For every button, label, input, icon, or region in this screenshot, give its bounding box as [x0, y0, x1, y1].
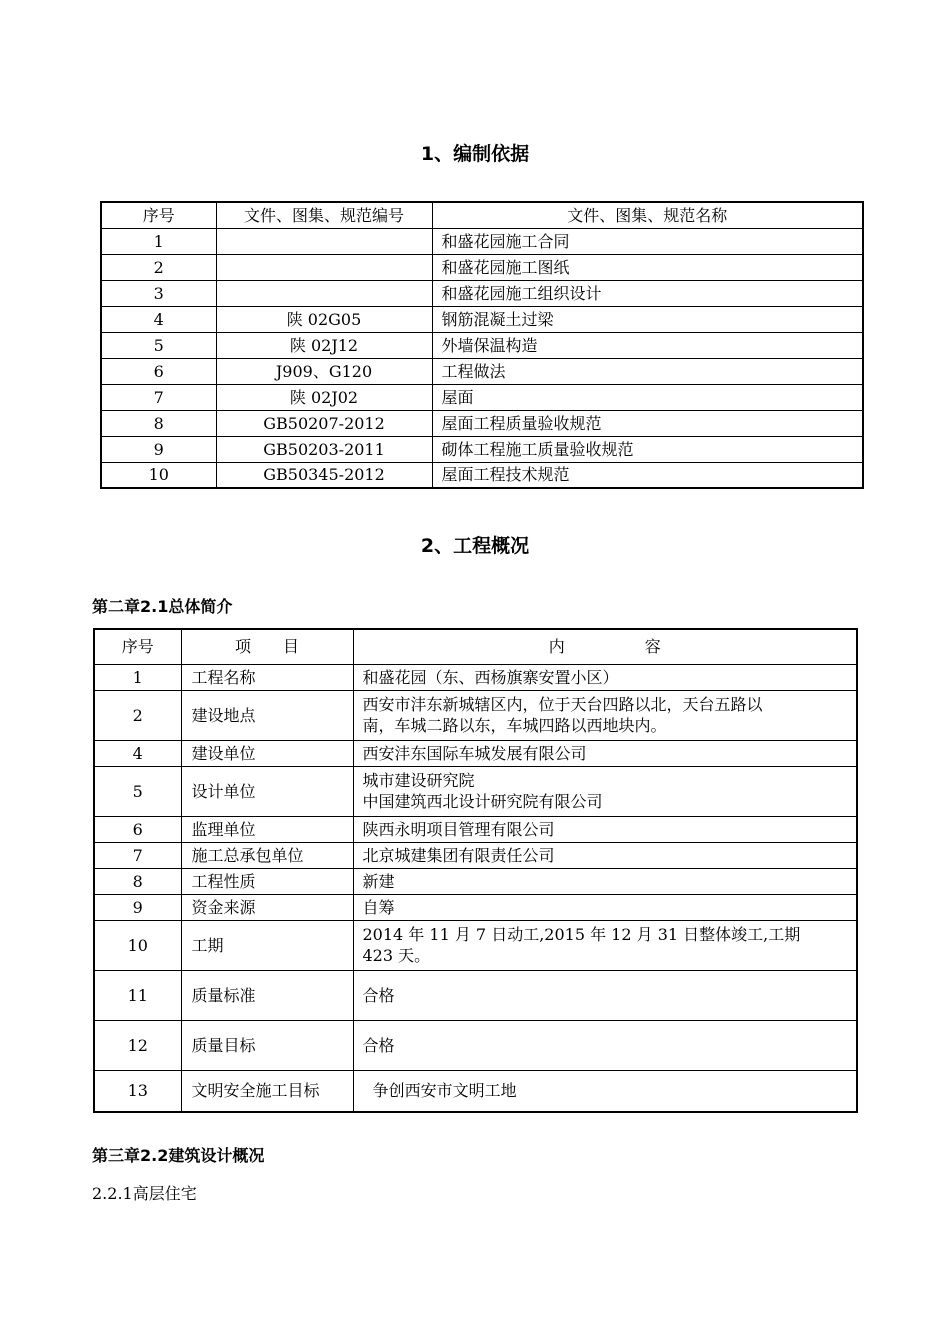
table-header-row [101, 202, 863, 228]
row-code [216, 254, 432, 280]
overview-table-body [94, 664, 857, 1112]
row-code: GB50345-2012 [216, 462, 432, 488]
row-name: 砌体工程施工质量验收规范 [432, 436, 863, 462]
row-item: 设计单位 [181, 766, 353, 816]
row-name: 工程做法 [432, 358, 863, 384]
content-line: 北京城建集团有限责任公司 [362, 845, 555, 865]
table-row [101, 332, 863, 358]
content-line: 423 天。 [362, 946, 431, 965]
row-content [353, 740, 857, 766]
table-row [94, 816, 857, 842]
content-line: 中国建筑西北设计研究院有限公司 [362, 792, 603, 811]
table-row [94, 920, 857, 970]
row-content [353, 920, 857, 970]
row-no: 9 [101, 436, 216, 462]
table-row [101, 462, 863, 488]
section-title-basis: 1、编制依据 [420, 143, 530, 165]
content-line: 和盛花园（东、西杨旗寨安置小区） [362, 667, 619, 687]
table-row [101, 410, 863, 436]
row-content [353, 868, 857, 894]
row-no: 4 [94, 740, 181, 766]
row-no: 13 [94, 1070, 181, 1112]
table-row [94, 1020, 857, 1070]
header-name: 文件、图集、规范名称 [432, 202, 863, 228]
row-no: 6 [94, 816, 181, 842]
row-no: 2 [101, 254, 216, 280]
table-row [101, 228, 863, 254]
table-row [101, 436, 863, 462]
row-name: 和盛花园施工图纸 [432, 254, 863, 280]
row-no: 7 [101, 384, 216, 410]
overview-table [93, 628, 858, 1113]
row-item: 资金来源 [181, 894, 353, 920]
section-title-overview: 2、工程概况 [420, 535, 530, 557]
row-no: 2 [94, 690, 181, 740]
row-name: 钢筋混凝土过梁 [432, 306, 863, 332]
table-row [94, 740, 857, 766]
row-no: 8 [94, 868, 181, 894]
row-item: 建设地点 [181, 690, 353, 740]
content-line: 城市建设研究院 [362, 771, 475, 790]
row-code [216, 280, 432, 306]
row-no: 1 [101, 228, 216, 254]
row-item: 工期 [181, 920, 353, 970]
header-no: 序号 [94, 629, 181, 664]
content-line: 西安市沣东新城辖区内，位于天台四路以北，天台五路以 [362, 695, 763, 714]
table-row [101, 306, 863, 332]
row-item: 质量标准 [181, 970, 353, 1020]
row-item: 文明安全施工目标 [181, 1070, 353, 1112]
row-content [353, 1070, 857, 1112]
row-no: 3 [101, 280, 216, 306]
table-row [94, 766, 857, 816]
row-name: 外墙保温构造 [432, 332, 863, 358]
row-code: GB50207-2012 [216, 410, 432, 436]
table-row [94, 868, 857, 894]
row-name: 屋面 [432, 384, 863, 410]
row-item: 建设单位 [181, 740, 353, 766]
row-code: J909、G120 [216, 358, 432, 384]
content-line: 西安沣东国际车城发展有限公司 [362, 743, 587, 763]
content-line: 新建 [362, 871, 395, 891]
row-no: 12 [94, 1020, 181, 1070]
row-no: 1 [94, 664, 181, 690]
table-row [101, 384, 863, 410]
row-content [353, 842, 857, 868]
row-item: 质量目标 [181, 1020, 353, 1070]
content-line: 自筹 [362, 897, 395, 917]
row-content [353, 816, 857, 842]
content-line: 2014 年 11 月 7 日动工,2015 年 12 月 31 日整体竣工,工期 [362, 925, 801, 944]
header-no: 序号 [101, 202, 216, 228]
content-line: 合格 [362, 1035, 395, 1055]
content-line: 陕西永明项目管理有限公司 [362, 819, 555, 839]
row-item: 施工总承包单位 [181, 842, 353, 868]
row-content [353, 970, 857, 1020]
table-row [94, 894, 857, 920]
table-header-row [94, 629, 857, 664]
header-content: 内 容 [353, 629, 857, 664]
table-row [94, 664, 857, 690]
table-row [94, 842, 857, 868]
chapter-heading-2-2: 第三章2.2建筑设计概况 [92, 1146, 265, 1165]
row-code: 陕 02G05 [216, 306, 432, 332]
row-code: GB50203-2011 [216, 436, 432, 462]
row-no: 5 [101, 332, 216, 358]
table-row [101, 358, 863, 384]
header-code: 文件、图集、规范编号 [216, 202, 432, 228]
row-no: 4 [101, 306, 216, 332]
subsection-heading-2-2-1: 2.2.1高层住宅 [92, 1184, 197, 1203]
row-content [353, 766, 857, 816]
table-row [94, 690, 857, 740]
row-content [353, 1020, 857, 1070]
row-no: 9 [94, 894, 181, 920]
row-no: 7 [94, 842, 181, 868]
row-no: 10 [101, 462, 216, 488]
row-name: 和盛花园施工合同 [432, 228, 863, 254]
row-no: 11 [94, 970, 181, 1020]
table-row [94, 1070, 857, 1112]
content-line: 争创西安市文明工地 [362, 1081, 517, 1101]
row-content [353, 664, 857, 690]
row-name: 屋面工程技术规范 [432, 462, 863, 488]
row-content [353, 894, 857, 920]
table-row [94, 970, 857, 1020]
row-item: 工程性质 [181, 868, 353, 894]
row-item: 工程名称 [181, 664, 353, 690]
content-line: 合格 [362, 985, 395, 1005]
header-item: 项 目 [181, 629, 353, 664]
table-row [101, 254, 863, 280]
basis-table-body [101, 228, 863, 488]
table-row [101, 280, 863, 306]
row-name: 屋面工程质量验收规范 [432, 410, 863, 436]
row-no: 10 [94, 920, 181, 970]
basis-table [100, 201, 864, 489]
row-item: 监理单位 [181, 816, 353, 842]
content-line: 南，车城二路以东，车城四路以西地块内。 [362, 716, 667, 735]
row-code: 陕 02J02 [216, 384, 432, 410]
row-code [216, 228, 432, 254]
row-no: 8 [101, 410, 216, 436]
row-code: 陕 02J12 [216, 332, 432, 358]
row-name: 和盛花园施工组织设计 [432, 280, 863, 306]
row-no: 5 [94, 766, 181, 816]
row-no: 6 [101, 358, 216, 384]
row-content [353, 690, 857, 740]
chapter-heading-2-1: 第二章2.1总体简介 [92, 597, 233, 616]
